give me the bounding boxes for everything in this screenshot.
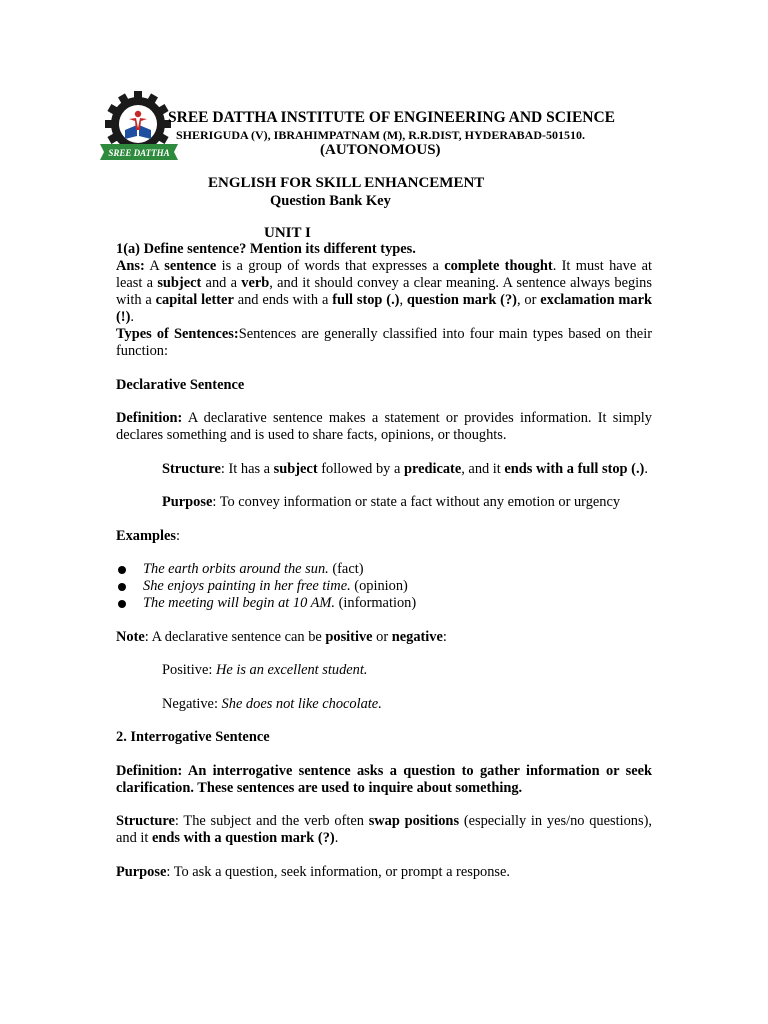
interrogative-purpose [116,864,652,881]
interrogative-structure [116,813,652,847]
purpose-label: Purpose [162,494,213,510]
bold-term: predicate [403,460,462,477]
answer-paragraph [116,258,652,326]
bullet-icon [118,600,126,608]
bold-term: exclamation mark (!) [116,292,652,325]
types-label: Types of Sentences: [116,326,239,342]
examples-label: Examples [116,527,176,544]
text-run: (especially in yes/no questions), and it [116,813,652,846]
example-note: (fact) [328,561,364,577]
bullet-icon [118,583,126,591]
positive-sentence: He is an excellent student. [215,662,368,678]
list-item [116,578,652,595]
positive-example [116,662,652,679]
example-sentence: She enjoys painting in her free time. [143,578,351,594]
text-run: , and it [461,460,505,477]
text-run: An interrogative sentence asks a question to gather information or seek clarification. These sentences are used to inquire about something. [116,762,652,796]
text-run: : The subject and the verb often [174,813,369,829]
text-run: A [144,258,165,274]
declarative-purpose [116,494,652,511]
text-run: : [442,628,447,645]
negative-label: Negative: [162,695,222,712]
bold-term: negative [391,628,443,645]
example-note: (opinion) [350,578,408,594]
bold-term: ends with a full stop (.) [504,460,645,477]
note-paragraph [116,629,652,646]
text-run: . [130,309,134,325]
types-paragraph [116,326,652,360]
interrogative-heading: 2. Interrogative Sentence [116,729,270,745]
definition-label: Definition: [116,762,183,779]
autonomous-label: (AUTONOMOUS) [320,142,441,158]
text-run: . [644,460,648,477]
question-1a: 1(a) Define sentence? Mention its different types. [116,241,416,257]
declarative-structure [116,461,652,478]
bold-term: positive [325,628,373,645]
example-note: (information) [335,595,417,611]
bold-term: complete thought [444,258,553,274]
bold-term: subject [273,460,318,477]
bold-term: sentence [164,258,217,274]
text-run: : To convey information or state a fact without any emotion or urgency [212,494,621,510]
list-item [116,561,652,578]
examples-list [116,561,652,612]
declarative-definition [116,410,652,444]
course-title: ENGLISH FOR SKILL ENHANCEMENT [208,175,485,191]
bold-term: swap positions [368,813,460,829]
example-sentence: The meeting will begin at 10 AM. [143,595,335,611]
bold-term: verb [241,275,270,291]
bold-term: capital letter [155,292,234,308]
examples-heading [116,528,652,545]
text-run: , [399,292,407,308]
text-run: Sentences are generally classified into four main types based on their function: [116,326,652,359]
document-type: Question Bank Key [270,193,391,209]
text-run: is a group of words that expresses a [216,258,445,274]
interrogative-definition [116,763,652,797]
institution-address: SHERIGUDA (V), IBRAHIMPATNAM (M), R.R.DIST, HYDERABAD-501510. [176,128,585,142]
text-run: A declarative sentence makes a statement or provides information. It simply declares something and is used to share facts, opinions, or thoughts. [116,410,652,443]
declarative-heading: Declarative Sentence [116,376,245,393]
example-sentence: The earth orbits around the sun. [143,561,329,577]
text-run: or [372,628,392,645]
text-run: . [334,830,339,846]
purpose-label: Purpose [116,863,167,880]
negative-example [116,696,652,713]
bold-term: question mark (?) [406,292,517,308]
institution-name: SREE DATTHA INSTITUTE OF ENGINEERING AND SCIENCE [168,109,616,126]
bullet-icon [118,566,126,574]
negative-sentence: She does not like chocolate. [221,695,382,712]
bold-term: subject [157,275,202,291]
structure-label: Structure [116,813,175,829]
structure-label: Structure [162,460,221,477]
text-run: . It must have at least a [116,258,652,291]
text-run: : It has a [220,460,274,477]
institute-logo [98,90,180,168]
text-run: followed by a [317,460,404,477]
text-run: : [175,527,180,544]
bold-term: ends with a question mark (?) [151,830,335,846]
logo-text: SREE DATTHA [108,148,170,158]
text-run: and ends with a [233,292,333,308]
answer-label: Ans: [116,258,145,274]
text-run: , and it should convey a clear meaning. A sentence always begins with a [116,275,652,308]
text-run: , or [516,292,541,308]
text-run: and a [201,275,242,291]
text-run: : To ask a question, seek information, or prompt a response. [166,863,511,880]
list-item [116,595,652,612]
unit-heading: UNIT I [264,225,311,241]
note-label: Note [116,628,145,645]
text-run: : A declarative sentence can be [144,628,326,645]
document-body [116,241,652,881]
bold-term: full stop (.) [332,292,400,308]
definition-label: Definition: [116,410,183,426]
positive-label: Positive: [162,662,216,678]
